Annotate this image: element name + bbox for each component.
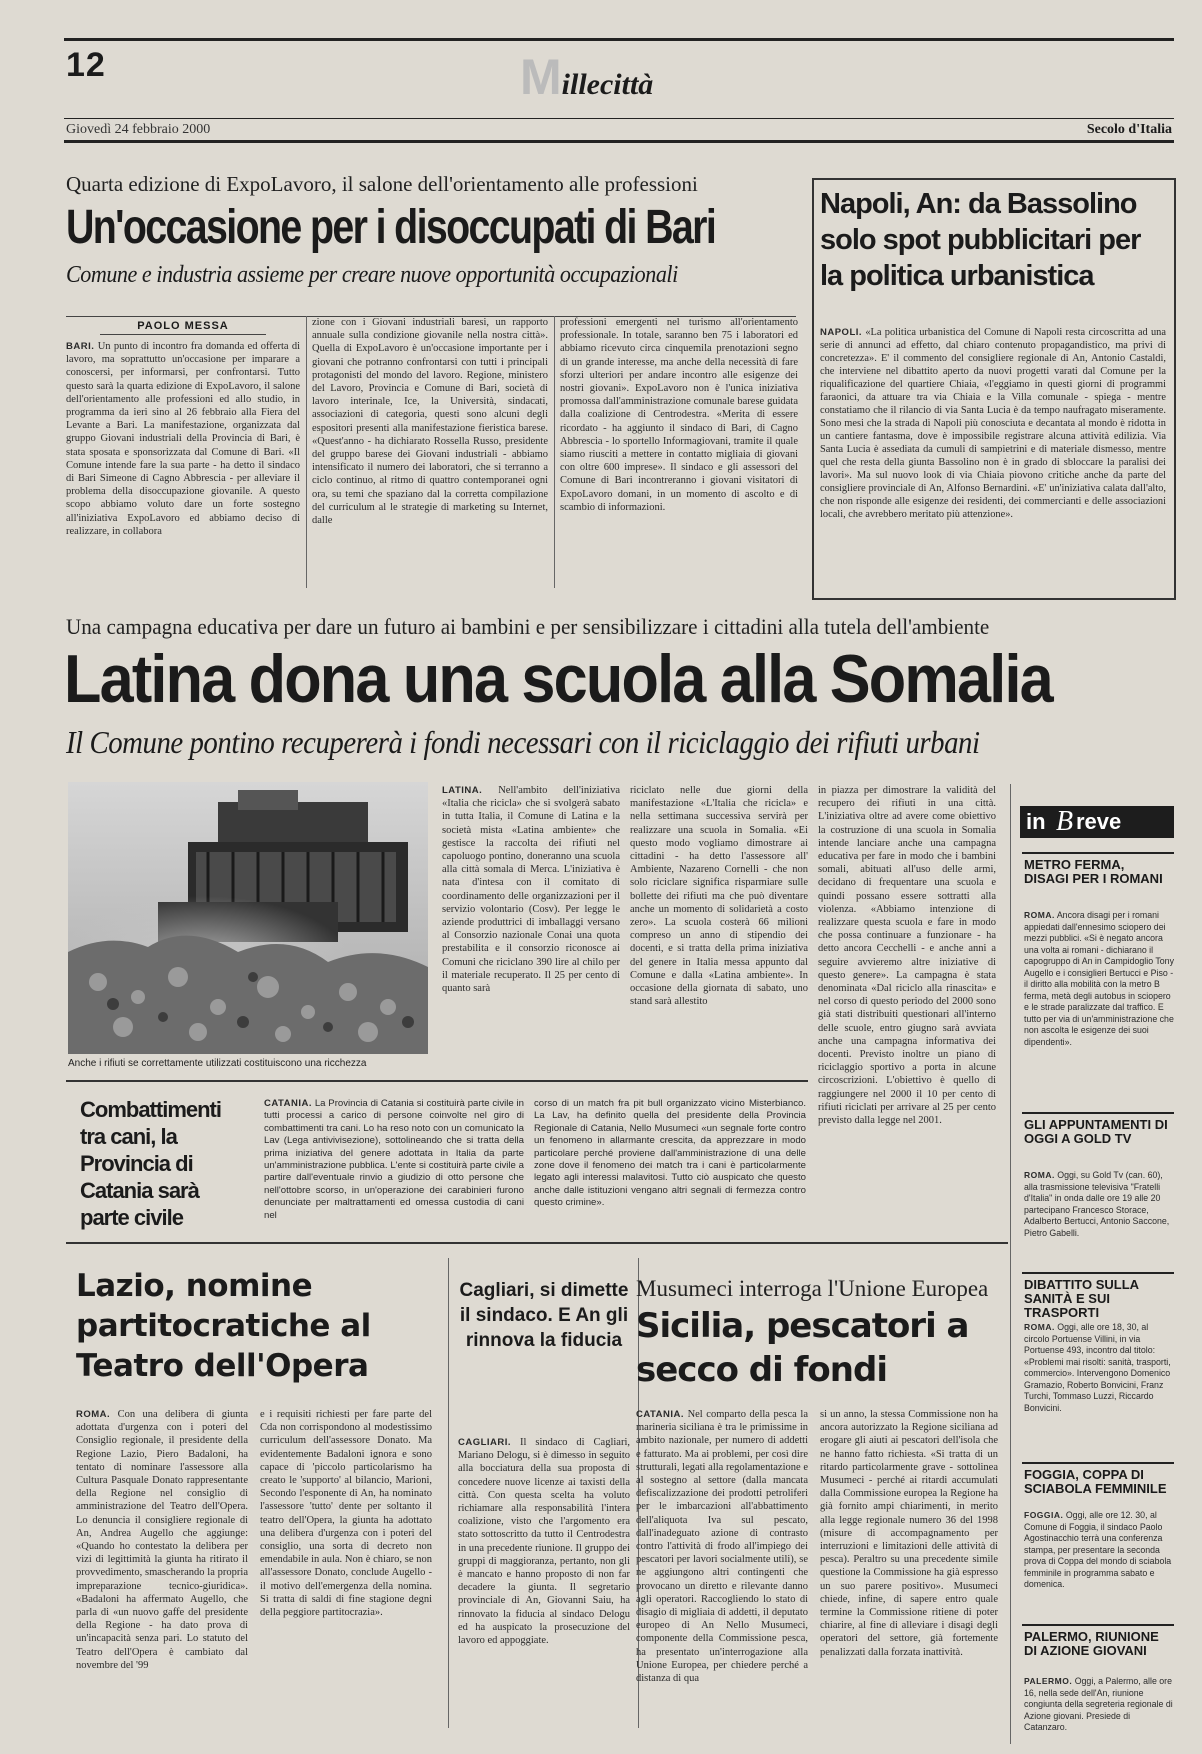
breve-text-2-body: Oggi, alle ore 18, 30, al circolo Portuense Villini, in via Portuense 493, incontro dal titolo: «Problemi mai risolti: sanità, trasporti, commercio». Intervengono Domenico Gramazio, Roberto Bonvicini, Franz Turchi, Tommaso Luzzi, Riccardo Bonvicini.	[1024, 1322, 1171, 1413]
bari-col-divider-1	[306, 316, 307, 588]
latina-photo-caption: Anche i rifiuti se correttamente utilizzati costituiscono una ricchezza	[68, 1058, 367, 1069]
latina-kicker: Una campagna educativa per dare un futuro ai bambini e per sensibilizzare i cittadini alla tutela dell'ambiente	[66, 614, 990, 639]
sicilia-col-1-text: Nel comparto della pesca la marineria siciliana è tra le primissime in ambito nazionale, per numero di addetti e fatturato. Ma ai problemi, per così dire strutturali, legati alla regolamentazione e al sostegno al settore (dalla mancata defiscalizzazione dei prodotti petroliferi per le imbarcazioni all'abbattimento dell'aliquota Iva sul pescato, dall'inadeguato azione di contrasto contro l'attività di frodo all'impiego dei pescatori per lavori socialmente utili), se ne aggiungono altri contingenti che provocano un diretto e rilevante danno agli operatori. Raccogliendo lo stato di disagio di migliaia di addetti, il deputato europeo di An Nello Musumeci, componente della Commissione pesca, ha presentato un'interrogazione alla Unione Europea, per chiedere perché a distanza di qua	[636, 1409, 808, 1685]
lazio-divider	[448, 1258, 449, 1728]
lazio-col-2: e i requisiti richiesti per fare parte del Cda non corrispondono al modestissimo curriculum dell'assessore Donato. Ma evidentemente Badaloni ignora e sono capace di 'piccolo particolarismo ha creato le 'supporto' al bilancio, Marioni, Secondo l'esponente di An, ha nominato l'assessore 'tutto' dente per soltanto il teatro dell'Opera, la giunta ha adottato una delibera d'urgenza con i poteri del consiglio, una sorta di decreto non emendabile in aula. Non è chiaro, se non all'assessore Donato, conclude Augello - il motivo dell'emergenza della nomina. Si tratta di saldi di fine stagione degni della peggiore partitocrazia».	[260, 1409, 432, 1619]
lazio-dateline: ROMA.	[76, 1409, 111, 1420]
section-initial: M	[520, 49, 562, 105]
sicilia-headline: Sicilia, pescatori a secco di fondi	[636, 1306, 969, 1390]
catania-top-rule	[66, 1080, 808, 1082]
breve-title-1: GLI APPUNTAMENTI DI OGGI A GOLD TV	[1024, 1117, 1168, 1146]
latina-col-1	[442, 784, 620, 1070]
lazio-col-1	[76, 1408, 248, 1718]
section-title	[520, 49, 654, 105]
bulldozer-landfill-image	[68, 782, 428, 1054]
catania-col-1-text: La Provincia di Catania si costituirà parte civile in tutti processi a carico di persone coinvolte nel giro di combattimenti tra cani. Lo ha reso noto con un comunicato la Lav (Lega antivivisezione), sottolineando che si tratta della prima iniziativa del genere adottata in Italia da parte un'amministrazione pubblica. L'ente si costituirà parte civile a partire dall'eventuale rinvio a giudizio di otto persone che nell'ottobre scorso, in un'operazione dei carabinieri furono denunciate per maltrattamenti ed omessa custodia di cani nel	[264, 1098, 524, 1221]
breve-text-0-body: Ancora disagi per i romani appiedati dall'ennesimo sciopero dei mezzi pubblici. «Si è negato ancora una volta ai romani - dichiarano il capogruppo di An in Campidoglio Tony Augello e i consiglieri Bertucci e Piso - il diritto alla mobilità con la metro B ferma, metà degli autobus in sciopero e le strade paralizzate dal traffico. E tutto per via di un'amministrazione che non ascolta le esigenze dei suoi dipendenti».	[1024, 910, 1174, 1047]
bari-subhead: Comune e industria assieme per creare nuove opportunità occupazionali	[66, 262, 678, 288]
bari-dateline: BARI.	[66, 341, 95, 352]
sicilia-dateline: CATANIA.	[636, 1409, 684, 1420]
lazio-headline: Lazio, nomine partitocratiche al Teatro dell'Opera	[76, 1268, 371, 1384]
napoli-headline: Napoli, An: da Bassolino solo spot pubblicitari per la politica urbanistica	[820, 188, 1141, 292]
breve-dateline-1: ROMA.	[1024, 1170, 1055, 1180]
napoli-text	[820, 326, 1166, 588]
breve-rule-4	[1022, 1624, 1174, 1626]
breve-rule-2	[1022, 1272, 1174, 1274]
bari-col-divider-2	[554, 316, 555, 588]
latina-dateline: LATINA.	[442, 785, 483, 796]
bari-kicker: Quarta edizione di ExpoLavoro, il salone dell'orientamento alle professioni	[66, 172, 698, 196]
breve-text-4-body: Oggi, a Palermo, alle ore 16, nella sede dell'An, riunione congiunta della segreteria regionale di Azione giovani. Presiede di Catanzaro.	[1024, 1676, 1173, 1732]
catania-col-1	[264, 1098, 524, 1236]
latina-col-1-text: Nell'ambito dell'iniziativa «Italia che ricicla» che si svolgerà sabato in tutta Italia, il Comune di Latina e la società mista «Latina ambiente» che gestisce la raccolta dei rifiuti nel capoluogo pontino, doneranno una scuola alla città somala di Merca. L'iniziativa è nata d'intesa con il comitato di coordinamento delle organizzazioni per il servizio volontario (Cosv). Per legge le aziende produttrici di imballaggi versano al Consorzio nazionale Conai una quota prestabilita e il consorzio riconosce ai Comuni che riciclano 390 lire al chilo per il materiale recuperato. Il 25 per cento di quanto sarà	[442, 785, 620, 995]
bari-col-2: zione con i Giovani industriali baresi, un rapporto annuale sulla condizione giovanile nella nostra città». Quella di ExpoLavoro è un'occasione importante per i giovani che potranno confrontarsi con tutti i principali protagonisti del mondo del lavoro. Regione, ministero del Lavoro, Provincia e Comune di Bari, società di lavoro interinale, Ice, la Università, sindacati, associazioni di categoria, questi sono alcuni degli espositori presenti alla manifestazione fieristica barese. «Quest'anno - ha dichiarato Rossella Russo, presidente del gruppo barese dei Giovani industriali - abbiamo intensificato il numero dei laboratori, che si terranno a ciclo continuo, al ritmo di quattro contemporanei ogni ora, su temi che spaziano dal la corretta compilazione del curriculum al le strategie di marketing su Internet, dalle	[312, 317, 548, 527]
cagliari-headline: Cagliari, si dimette il sindaco. E An gli rinnova la fiducia	[459, 1280, 629, 1351]
latina-headline: Latina dona una scuola alla Somalia	[64, 641, 1052, 717]
brand-name: Secolo d'Italia	[1086, 122, 1172, 137]
cagliari-text	[458, 1436, 630, 1718]
breve-text-1	[1024, 1170, 1174, 1266]
cagliari-dateline: CAGLIARI.	[458, 1437, 512, 1448]
latina-col-2: riciclato nelle due giorni della manifestazione «L'Italia che ricicla» e nella settimana successiva servirà per realizzare una scuola in Somalia. «Ei questo modo vogliamo dimostrare ai cittadini - ha detto l'assessore all' Ambiente, Nazareno Cornelli - che non solo riciclare significa risparmiare sulle bollette dei rifiuti ma che può diventare anche un momento di solidarietà a costo zero». La scuola costerà 66 milioni compreso un anno di stipendio dei docenti, e si tratta della prima iniziativa del genere in Italia messa appunto dal Comune e dalla «Latina ambiente». In occasione della giornata di sabato, uno stand sarà allestito	[630, 785, 808, 1008]
in-breve-logo-in: in	[1026, 809, 1046, 834]
breve-title-4: PALERMO, RIUNIONE DI AZIONE GIOVANI	[1024, 1629, 1159, 1658]
top-rule	[64, 38, 1174, 41]
sicilia-kicker: Musumeci interroga l'Unione Europea	[636, 1276, 989, 1301]
breve-dateline-2: ROMA.	[1024, 1322, 1055, 1332]
sicilia-col-2: si un anno, la stessa Commissione non ha ancora autorizzato la Regione siciliana ad erogare gli aiuti ai pescatori dell'isola che ne hanno fatto richiesta. «Si tratta di un ritardo particolarmente grave - sottolinea Musumeci - perché ai ritardi accumulati dalla Commissione europea la Regione ha già fornito ampi chiarimenti, in merito alla legge regionale numero 36 del 1998 (misure di accompagnamento per interruzioni e limitazioni delle attività di pesca). Peraltro su una precedente simile questione la Commissione ha già espresso un suo parere positivo». Musumeci chiede, infine, di sapere entro quale termine la Commissione ritiene di poter chiarire, al fine di alleviare i disagi degli operatori del settore, già fortemente penalizzati dalla forzata inattività.	[820, 1409, 998, 1658]
breve-dateline-4: PALERMO.	[1024, 1676, 1073, 1686]
masthead-rule-bottom	[64, 140, 1174, 143]
breve-dateline-0: ROMA.	[1024, 910, 1055, 920]
cagliari-text-body: Il sindaco di Cagliari, Mariano Delogu, si è dimesso in seguito alla bocciatura della sua proposta di concedere nuove licenze ai taxisti della città. Con questa scelta ha voluto richiamare alla responsabilità l'intera coalizione, visto che l'argomento era stato sottoscritto da tutto il Centrodestra in una precedente riunione. Il gruppo dei gruppi di maggioranza, pertanto, non gli è mancato e hanno proposto di non far decadere la giunta. Il segretario provinciale di An, Giovanni Saiu, ha rinnovato la fiducia al sindaco Delogu ed ha auspicato la prosecuzione del lavoro ed appoggiate.	[458, 1437, 630, 1647]
breve-rule-1	[1022, 1112, 1174, 1114]
section-title-rest: illecittà	[561, 68, 654, 101]
breve-text-2	[1024, 1322, 1174, 1458]
sicilia-col-1	[636, 1408, 808, 1718]
bari-byline: PAOLO MESSA	[137, 320, 229, 332]
bari-col-1	[66, 340, 300, 588]
breve-dateline-3: FOGGIA.	[1024, 1510, 1064, 1520]
latina-col-3: in piazza per dimostrare la validità del recupero dei rifiuti in una città. L'iniziativa oltre ad avere come obiettivo la costruzione di una scuola in Somalia intende lanciare anche una campagna educativa per fare in modo che i bambini somali, abituati all'uso delle armi, decidano di frequentare una scuola e quindi possano essere sottratti alla violenza. «Abbiamo intenzione di realizzare questa scuola e fare in modo che possa continuare a funzionare - ha detto ancora Cecchelli - e anche anni a seguire avvieremo altre iniziative di questo genere». La campagna è stata denominata «Dal riciclo alla rinascita» e nel corso di questo periodo del 2000 sono già stati distribuiti questionari all'interno delle scuole, entro giugno sarà avviata anche una campagna informativa dei docenti. Previsto inoltre un piano di riciclaggio sportivo a porta in alcune circoscrizioni. L'obiettivo è quello di raggiungere nel 2000 il 10 per cento di rifiuti riciclati per arrivare al 25 per cento previsto dalla legge nel 2001.	[818, 785, 996, 1127]
napoli-dateline: NAPOLI.	[820, 327, 863, 338]
breve-title-2: DIBATTITO SULLA SANITÀ E SUI TRASPORTI	[1024, 1277, 1139, 1320]
catania-col-2: corso di un match fra pit bull organizzato vicino Misterbianco. La Lav, ha definito quella del presidente della Provincia Regionale di Catania, Nello Musumeci «un segnale forte contro un fenomeno in allarmante crescita, da apprezzare in modo particolare perché proviene dall'amministrazione di una delle zone dove il fenomeno dei match tra i cani è particolarmente legato agli interessi malavitosi. Tutto ciò auspicato che questo anche dalle istituzioni vengano altri segnali di fermezza contro questo crimine».	[534, 1098, 806, 1209]
breve-text-4	[1024, 1676, 1174, 1738]
lazio-col-1-text: Con una delibera di giunta adottata d'urgenza con i poteri del Consiglio regionale, il presidente della Regione Lazio, Piero Badaloni, ha tentato di nominare l'assessore alla Cultura Pasquale Donato rappresentante della Regione nel consiglio di amministrazione del Teatro dell'Opera. Lo denuncia il consigliere regionale di An, Andrea Augello che aggiunge: «Quando ho contestato la delibera per vizi di legittimità la giunta ha ritirato il provvedimento, smascherando la propria impreparazione tecnico-giuridica». «Badaloni ha affermato Augello, che parla di «un nuovo gaffe del presidente della Regione - ha dato prova di un'incapacità senza pari. Lo statuto del Teatro dell'Opera è cambiato dal novembre del '99	[76, 1409, 248, 1671]
dateline-date: Giovedì 24 febbraio 2000	[66, 122, 211, 137]
breve-title-0: METRO FERMA, DISAGI PER I ROMANI	[1024, 857, 1163, 886]
bari-headline: Un'occasione per i disoccupati di Bari	[66, 201, 716, 254]
lower-section-rule	[66, 1242, 1008, 1244]
catania-headline: Combattimenti tra cani, la Provincia di Catania sarà parte civile	[80, 1097, 221, 1230]
breve-text-3	[1024, 1510, 1174, 1620]
masthead-rule	[64, 118, 1174, 119]
breve-text-3-body: Oggi, alle ore 12. 30, al Comune di Foggia, il sindaco Paolo Agostinacchio terrà una conferenza stampa, per presentare la seconda prova di Coppa del mondo di sciabola femminile in programma sabato e domenica.	[1024, 1510, 1172, 1589]
in-breve-logo-b: B	[1056, 806, 1074, 837]
bari-col-3: professioni emergenti nel turismo all'orientamento professionale. In totale, saranno ben 75 i laboratori ed abbiamo ricevuto circa cinquemila prenotazioni segno di un grande interesse, ma anche della necessità di fare sforzi ulteriori per andare incontro alle esigenze dei nostri giovani». ExpoLavoro non è l'unica iniziativa promossa dall'amministrazione comunale barese guidata dalla coalizione di Centrodestra. «Merita di essere ricordato - ha aggiunto il sindaco di Bari, di Cagno Abbrescia - lo sportello Informagiovani, tramite il quale siamo riusciti a mettere in contatto migliaia di giovani con oltre 600 imprese». Il sindaco e gli assessori del Comune di Bari incontreranno i giovani visitatori di ExpoLavoro domani, in un momento di ascolto e di scambio di informazioni.	[560, 317, 798, 513]
breve-rule-0	[1022, 852, 1174, 854]
page-number: 12	[66, 46, 106, 84]
breve-title-3: FOGGIA, COPPA DI SCIABOLA FEMMINILE	[1024, 1467, 1167, 1496]
breve-text-0	[1024, 910, 1174, 1106]
in-breve-logo-rest: reve	[1076, 809, 1122, 834]
latina-subhead: Il Comune pontino recupererà i fondi necessari con il riciclaggio dei rifiuti urbani	[66, 724, 980, 760]
breve-rule-3	[1022, 1462, 1174, 1464]
latina-photo	[68, 782, 428, 1054]
in-breve-logo	[1020, 806, 1174, 838]
bari-byline-rule	[100, 334, 266, 335]
breve-divider	[1010, 784, 1011, 1744]
napoli-text-body: «La politica urbanistica del Comune di Napoli resta circoscritta ad una serie di annunci ad effetto, dal chiaro contenuto propagandistico, ma privi di concretezza». E' il commento del consigliere regionale di An, Antonio Castaldi, che interviene nel dibattito aperto da nuovi progetti varati dal Comune per la riqualificazione del quartiere Chiaia, «l'eggiamo in questi giorni di programmi faraonici, da attuare tra via Chiaia e la Villa comunale - spiega - mentre constatiamo che il rilancio di via Santa Lucia è da tempo naufragato miseramente. Sono mesi che la strada di Napoli più conosciuta e decantata al mondo è ridotta in un cantiere fantasma, dove è impossibile registrare alcuna attività edilizia. Via Santa Lucia è assediata da cumuli di sampietrini e di materiale dismesso, mentre quel che resta della giunta Bassolino non è in grado di sbloccare la paralisi dei lavori». Ma sul nuovo look di via Chiaia piovono critiche anche da parte del consigliere provinciale di An, Alfonso Bernardini. «E' un'iniziativa calata dall'alto, che non risponde alle esigenze dei residenti, dei commercianti e delle associazioni locali, che avrebbero meritato più attenzione».	[820, 327, 1166, 520]
bari-col-1-text: Un punto di incontro fra domanda ed offerta di lavoro, ma soprattutto un'occasione per imparare a conoscersi, per informarsi, per confrontarsi. Tutto questo sarà la quarta edizione di ExpoLavoro, il salone dell'orientamento alle professioni ed allo studio, in programma da ieri sino al 26 febbraio alla Fiera del Levante a Bari. La manifestazione, organizzata dal gruppo Giovani industriali della Provincia di Bari, è stata sposata e sponsorizzata dal Comune di Bari. «Il Comune intende fare la sua parte - ha detto il sindaco di Bari Simeone di Cagno Abbrescia - per alleviare il problema della disoccupazione giovanile. A questo scopo abbiamo voluto dare un forte sostegno all'iniziativa ExpoLavoro ed abbiamo deciso di realizzare, in collabora	[66, 341, 300, 537]
catania-dateline: CATANIA.	[264, 1098, 312, 1109]
breve-text-1-body: Oggi, su Gold Tv (can. 60), alla trasmissione televisiva "Fratelli d'Italia" in onda dalle ore 19 alle 20 partecipano Francesco Storace, Adalberto Bertucci, Antonio Saccone, Pietro Gabelli.	[1024, 1170, 1170, 1238]
